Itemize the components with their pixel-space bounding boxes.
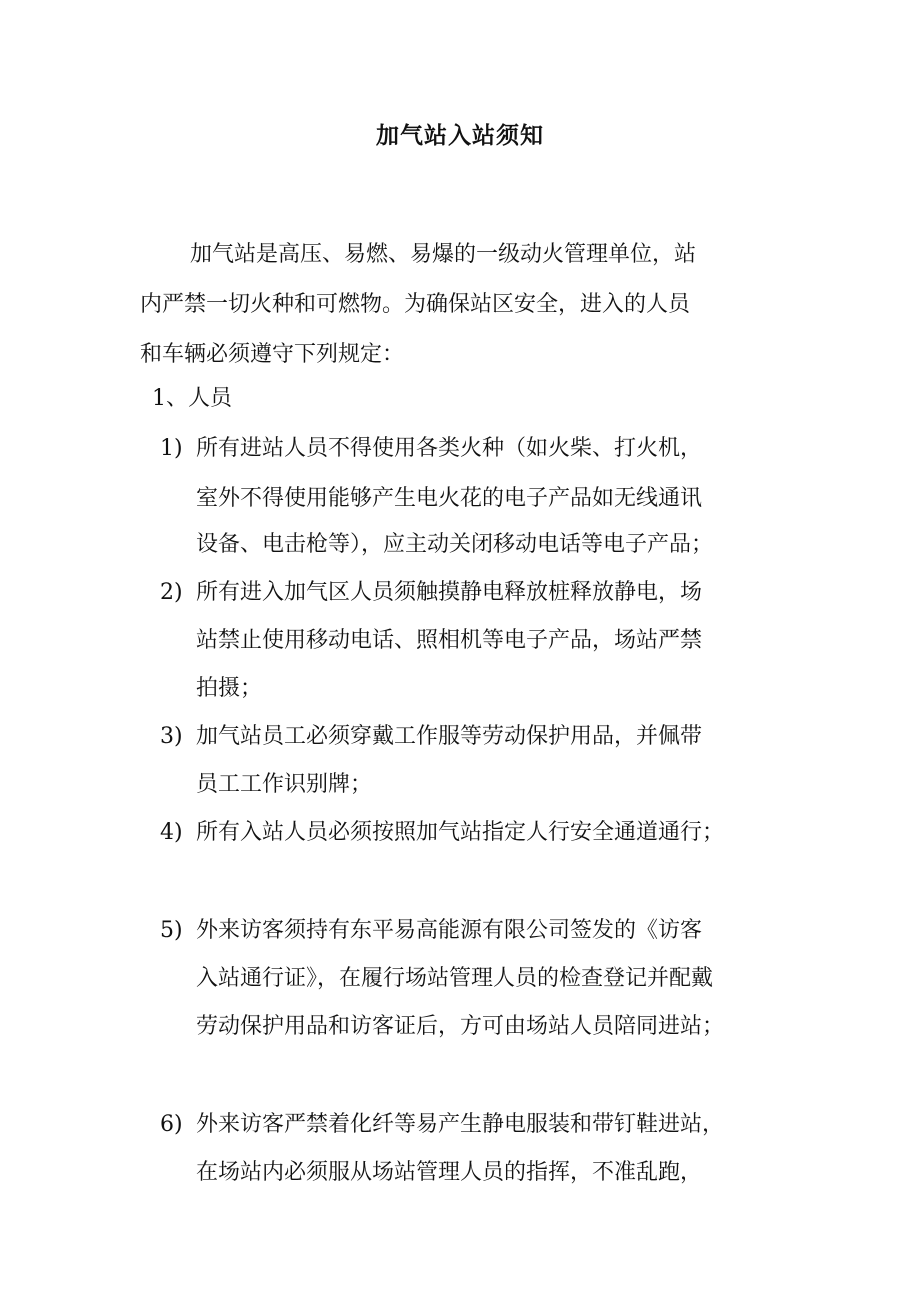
item-5-line-3: 劳动保护用品和访客证后，方可由场站人员陪同进站； (196, 1014, 725, 1039)
item-1-number: 1) (160, 436, 183, 461)
item-1-line-1: 所有进站人员不得使用各类火种（如火柴、打火机， (196, 436, 703, 461)
item-3-line-1: 加气站员工必须穿戴工作服等劳动保护用品，并佩带 (196, 724, 703, 749)
item-4-number: 4) (160, 820, 183, 845)
item-6-line-2: 在场站内必须服从场站管理人员的指挥，不准乱跑， (196, 1160, 703, 1185)
item-3-line-2: 员工工作识别牌； (196, 772, 373, 797)
item-2-line-2: 站禁止使用移动电话、照相机等电子产品，场站严禁 (196, 628, 703, 653)
item-5-number: 5) (160, 918, 183, 943)
intro-line-3: 和车辆必须遵守下列规定： (140, 342, 405, 367)
item-3-number: 3) (160, 724, 183, 749)
intro-line-1: 加气站是高压、易燃、易爆的一级动火管理单位，站 (190, 242, 697, 267)
item-2-number: 2) (160, 580, 183, 605)
item-4-line-1: 所有入站人员必须按照加气站指定人行安全通道通行； (196, 820, 725, 845)
item-6-number: 6) (160, 1112, 183, 1137)
item-1-line-2: 室外不得使用能够产生电火花的电子产品如无线通讯 (196, 486, 703, 511)
item-2-line-1: 所有进入加气区人员须触摸静电释放桩释放静电，场 (196, 580, 703, 605)
item-5-line-2: 入站通行证》，在履行场站管理人员的检查登记并配戴 (196, 966, 714, 991)
section-heading-personnel: 1、人员 (152, 386, 232, 411)
item-5-line-1: 外来访客须持有东平易高能源有限公司签发的《访客 (196, 918, 703, 943)
item-1-line-3: 设备、电击枪等），应主动关闭移动电话等电子产品； (196, 532, 714, 557)
document-title: 加气站入站须知 (376, 122, 544, 149)
item-6-line-1: 外来访客严禁着化纤等易产生静电服装和带钉鞋进站， (196, 1112, 725, 1137)
item-2-line-3: 拍摄； (196, 676, 263, 701)
intro-line-2: 内严禁一切火种和可燃物。为确保站区安全，进入的人员 (140, 292, 691, 317)
